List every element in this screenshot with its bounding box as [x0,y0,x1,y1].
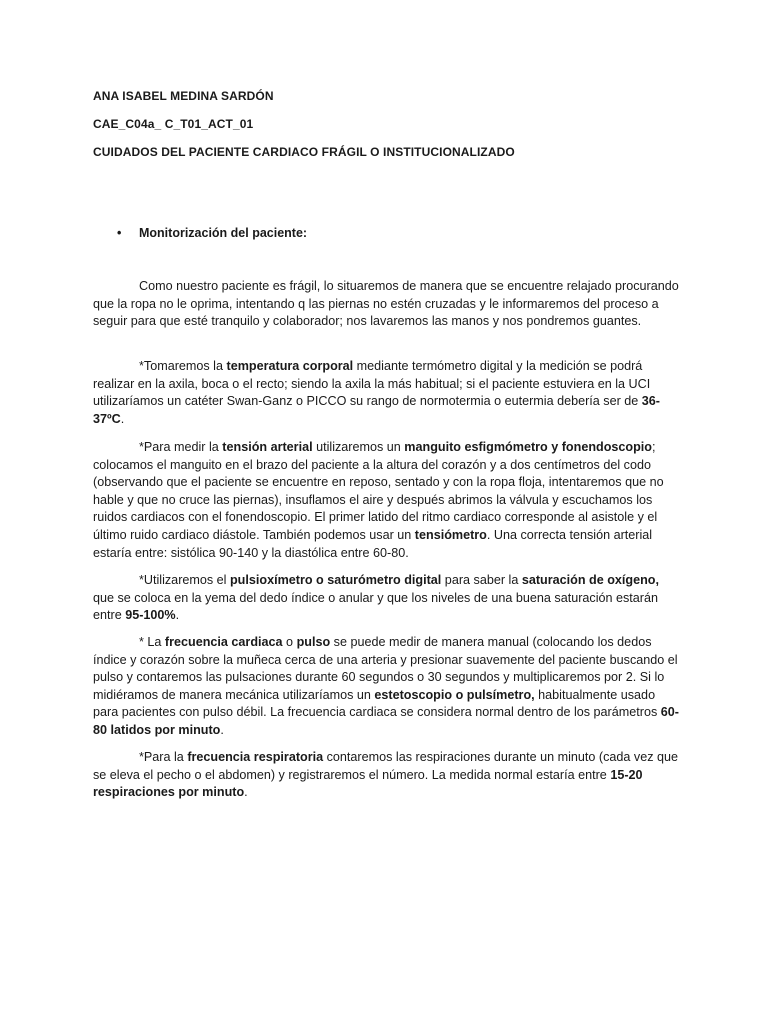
document-title: CUIDADOS DEL PACIENTE CARDIACO FRÁGIL O INSTITUCIONALIZADO [93,145,515,159]
bold-run: pulsioxímetro o saturómetro digital [229,573,442,587]
paragraph-respiratory-rate [93,749,679,802]
bold-run: 15-20 respiraciones por minuto [93,767,643,800]
text-run: utilizaremos un [312,440,405,454]
text-run: mediante termómetro digital y la medición se podrá realizar en la axila, boca o el recto; siendo la axila la más habitual; si el paciente estuviera en la UCI utilizaríamos un catéter Swan-Ganz o PICCO su rango de normotermia o eutermia debería ser de [93,359,651,409]
bold-run: 60-80 latidos por minuto [93,705,679,737]
author-name: ANA ISABEL MEDINA SARDÓN [93,89,274,103]
document-code: CAE_C04a_ C_T01_ACT_01 [93,117,254,131]
paragraph-blood-pressure [93,439,679,562]
section-heading-text: Monitorización del paciente: [139,226,308,240]
bold-run: tensión arterial [222,440,313,454]
paragraph-heart-rate [93,634,679,740]
text-run: * La [139,635,165,649]
text-run: *Para la [139,750,188,764]
text-run: . [175,608,180,623]
bold-run: manguito esfigmómetro y fonendoscopio [404,440,652,454]
text-run: Como nuestro paciente es frágil, lo situaremos de manera que se encuentre relajado procurando que la ropa no le oprima, intentando q las piernas no estén cruzadas y le informaremos del proceso a seguir para que esté tranquilo y colaborador; nos lavaremos las manos y nos pondremos guantes. [93,279,679,329]
bullet-icon: • [117,226,122,240]
text-run: . [120,411,125,426]
paragraph-oxygen-saturation [93,572,679,625]
text-run: o [282,635,297,649]
text-run: *Utilizaremos el [139,573,230,587]
text-run: *Tomaremos la [139,359,227,373]
bold-run: estetoscopio o pulsímetro, [374,687,535,702]
text-run: *Para medir la [139,440,223,454]
bold-run: frecuencia cardiaca [164,635,283,649]
bold-run: temperatura corporal [226,359,354,373]
text-run: habitualmente usado para pacientes con pulso débil. La frecuencia cardiaca se considera normal dentro de los parámetros [93,687,661,720]
bold-run: saturación de oxígeno, [521,573,659,587]
text-run: ; colocamos el manguito en el brazo del paciente a la altura del corazón y a dos centímetros del codo (observando que el paciente se encuentre en reposo, sentado y con la ropa floja, intentaremos que no hable y que no cruce las piernas), insuflamos el aire y después abrimos la válvula y escuchamos los ruidos cardiacos con el fonendoscopio. El primer latido del ritmo cardiaco corresponde al asistole y el último ruido cardiaco diástole. También podemos usar un [93,440,664,542]
bold-run: 36-37ºC [93,394,660,426]
bold-run: pulso [296,635,331,649]
paragraph-intro [93,278,679,331]
bold-run: tensiómetro [414,527,487,542]
text-run: que se coloca en la yema del dedo índice o anular y que los niveles de una buena saturación estarán entre [93,590,659,623]
bold-run: frecuencia respiratoria [187,750,324,764]
text-run: contaremos las respiraciones durante un minuto (cada vez que se eleva el pecho o el abdomen) y registraremos el número. La medida normal estaría entre [93,750,679,782]
text-run: para saber la [441,573,522,587]
text-run: . Una correcta tensión arterial estaría entre: sistólica 90-140 y la diastólica entre 60-80. [93,527,653,560]
paragraph-temperature [93,358,679,428]
bold-run: 95-100% [125,608,176,623]
text-run: . [244,785,248,800]
text-run: . [220,722,224,737]
text-run: se puede medir de manera manual (colocando los dedos índice y corazón sobre la muñeca cerca de una arteria y presionar suavemente del paciente buscando el pulso y contaremos las pulsaciones durante 60 segundos o 30 segundos y multiplicaremos por 2. Si lo midiéramos de manera mecánica utilizaríamos un [93,635,678,702]
